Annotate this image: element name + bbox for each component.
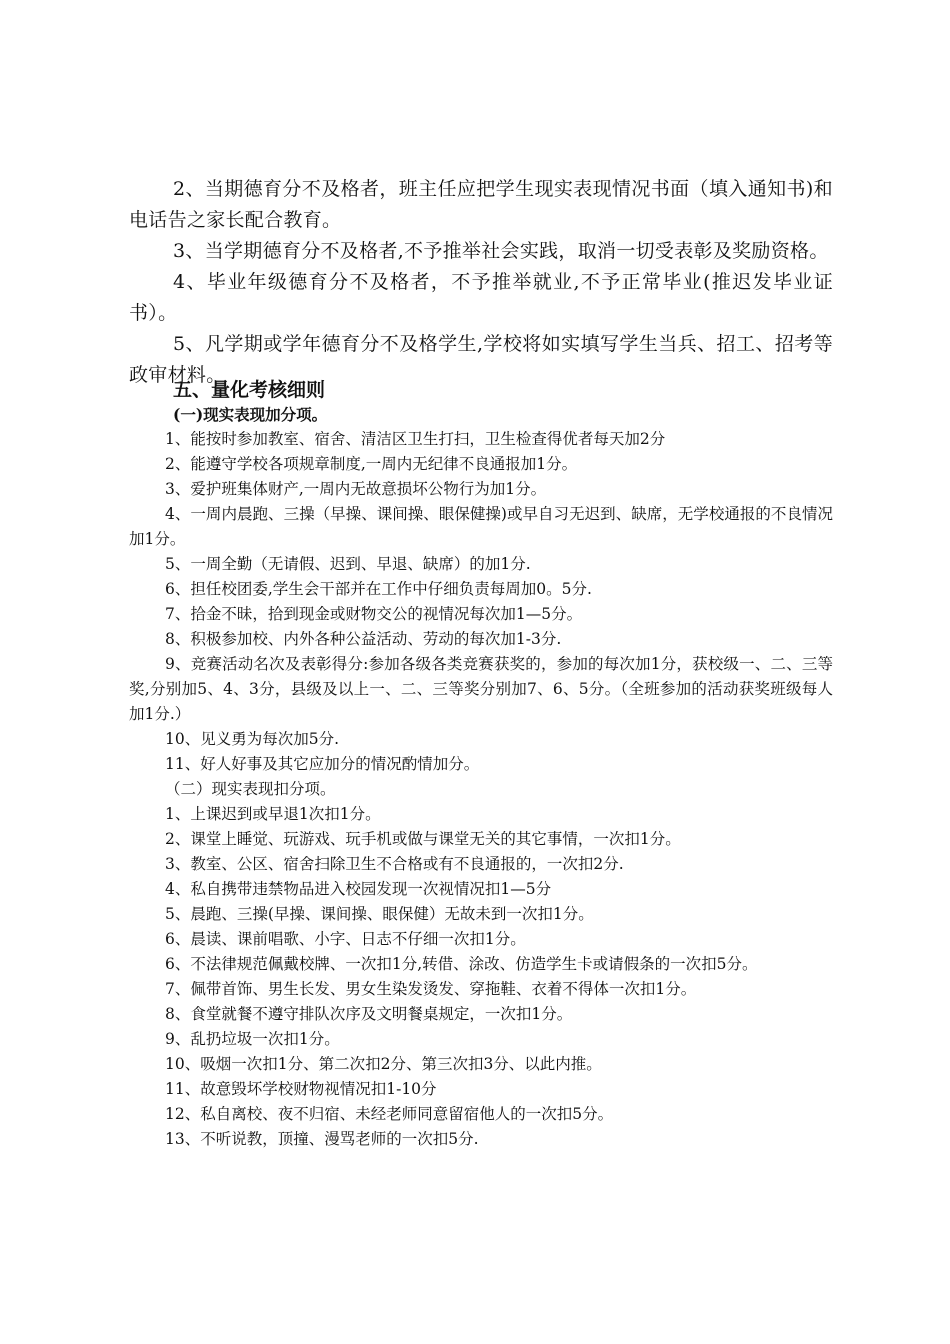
intro-section (129, 174, 833, 391)
deduct-item: 12、私自离校、夜不归宿、未经老师同意留宿他人的一次扣5分。 (165, 1105, 614, 1123)
intro-paragraph: 5、凡学期或学年德育分不及格学生,学校将如实填写学生当兵、招工、招考等政审材料。 (129, 333, 833, 386)
bonus-item: 8、积极参加校、内外各种公益活动、劳动的每次加1-3分. (165, 630, 562, 648)
deduct-title: （二）现实表现扣分项。 (165, 780, 336, 798)
deduct-item: 2、课堂上睡觉、玩游戏、玩手机或做与课堂无关的其它事情，一次扣1分。 (165, 830, 681, 848)
bonus-list (129, 427, 833, 1152)
bonus-item: 6、担任校团委,学生会干部并在工作中仔细负责每周加0。5分. (165, 580, 592, 598)
bonus-item: 10、见义勇为每次加5分. (165, 730, 340, 748)
deduct-item: 1、上课迟到或早退1次扣1分。 (165, 805, 381, 823)
bonus-item: 3、爱护班集体财产,一周内无故意损坏公物行为加1分。 (165, 480, 547, 498)
deduct-item: 10、吸烟一次扣1分、第二次扣2分、第三次扣3分、以此内推。 (165, 1055, 602, 1073)
bonus-item: 5、一周全勤（无请假、迟到、早退、缺席）的加1分. (165, 555, 531, 573)
deduct-item: 3、教室、公区、宿舍扫除卫生不合格或有不良通报的，一次扣2分. (165, 855, 624, 873)
deduct-item: 4、私自携带违禁物品进入校园发现一次视情况扣1—5分 (165, 880, 552, 898)
bonus-item: 11、好人好事及其它应加分的情况酌情加分。 (165, 755, 480, 773)
deduct-item: 6、晨读、课前唱歌、小字、日志不仔细一次扣1分。 (165, 930, 526, 948)
deduct-item: 7、佩带首饰、男生长发、男女生染发烫发、穿拖鞋、衣着不得体一次扣1分。 (165, 980, 697, 998)
deduct-item: 9、乱扔垃圾一次扣1分。 (165, 1030, 340, 1048)
deduct-item: 11、故意毁坏学校财物视情况扣1-10分 (165, 1080, 437, 1098)
deduct-item: 8、食堂就餐不遵守排队次序及文明餐桌规定，一次扣1分。 (165, 1005, 573, 1023)
deduct-item: 13、不听说教，顶撞、漫骂老师的一次扣5分. (165, 1130, 479, 1148)
bonus-item: 9、竞赛活动名次及表彰得分:参加各级各类竞赛获奖的，参加的每次加1分，获校级一、二、三等奖,分别加5、4、3分，县级及以上一、二、三等奖分别加7、6、5分。（全班参加的活动获奖班级每人加1分.） (129, 655, 833, 723)
bonus-title: (一)现实表现加分项。 (173, 405, 328, 424)
intro-paragraph: 2、当期德育分不及格者，班主任应把学生现实表现情况书面（填入通知书)和电话告之家长配合教育。 (129, 178, 833, 231)
bonus-item: 1、能按时参加教室、宿舍、清洁区卫生打扫，卫生检查得优者每天加2分 (165, 430, 666, 448)
bonus-item: 7、拾金不昧，拾到现金或财物交公的视情况每次加1—5分。 (165, 605, 583, 623)
intro-paragraph: 4、毕业年级德育分不及格者，不予推举就业,不予正常毕业(推迟发毕业证书）。 (129, 271, 833, 324)
section-title: 五、量化考核细则 (173, 379, 326, 401)
intro-paragraph: 3、当学期德育分不及格者,不予推举社会实践，取消一切受表彰及奖励资格。 (173, 240, 829, 262)
bonus-item: 4、一周内晨跑、三操（早操、课间操、眼保健操)或早自习无迟到、缺席，无学校通报的不良情况加1分。 (129, 505, 833, 548)
deduct-item: 6、不法律规范佩戴校牌、一次扣1分,转借、涂改、仿造学生卡或请假条的一次扣5分。 (165, 955, 758, 973)
deduct-item: 5、晨跑、三操(早操、课间操、眼保健）无故未到一次扣1分。 (165, 905, 594, 923)
bonus-item: 2、能遵守学校各项规章制度,一周内无纪律不良通报加1分。 (165, 455, 578, 473)
